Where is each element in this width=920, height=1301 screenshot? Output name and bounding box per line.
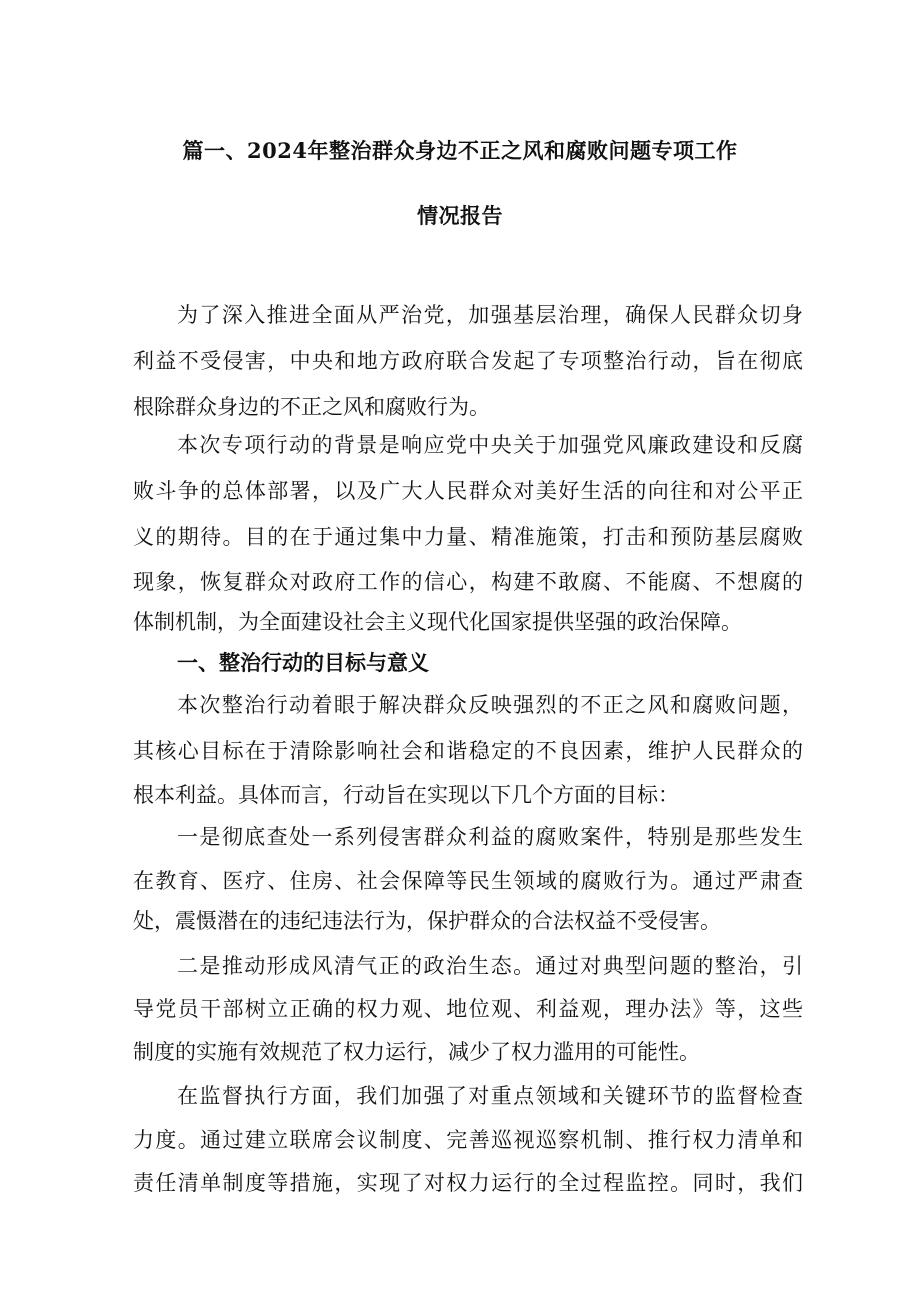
paragraph-line: 义的期待。目的在于通过集中力量、精准施策，打击和预防基层腐败	[133, 525, 803, 549]
paragraph-line: 处，震慑潜在的违纪违法行为，保护群众的合法权益不受侵害。	[133, 909, 721, 933]
paragraph-line: 根本利益。具体而言，行动旨在实现以下几个方面的目标：	[133, 783, 679, 807]
paragraph-line: 责任清单制度等措施，实现了对权力运行的全过程监控。同时，我们	[133, 1171, 803, 1195]
paragraph-line: 在监督执行方面，我们加强了对重点领域和关键环节的监督检查	[177, 1084, 803, 1108]
paragraph-line: 导党员干部树立正确的权力观、地位观、利益观，理办法》等，这些	[133, 997, 803, 1021]
paragraph-line: 一是彻底查处一系列侵害群众利益的腐败案件，特别是那些发生	[177, 825, 803, 849]
paragraph-line: 在教育、医疗、住房、社会保障等民生领域的腐败行为。通过严肃查	[133, 869, 803, 893]
paragraph-line: 败斗争的总体部署，以及广大人民群众对美好生活的向往和对公平正	[133, 479, 803, 503]
paragraph-line: 其核心目标在于清除影响社会和谐稳定的不良因素，维护人民群众的	[133, 739, 803, 763]
paragraph-line: 二是推动形成风清气正的政治生态。通过对典型问题的整治，引	[177, 954, 803, 978]
paragraph-line: 为了深入推进全面从严治党，加强基层治理，确保人民群众切身	[177, 303, 803, 327]
section-heading: 一、整治行动的目标与意义	[177, 650, 429, 675]
paragraph-line: 本次专项行动的背景是响应党中央关于加强党风廉政建设和反腐	[177, 433, 803, 457]
paragraph-line: 现象，恢复群众对政府工作的信心，构建不敢腐、不能腐、不想腐的	[133, 570, 803, 594]
paragraph-line: 本次整治行动着眼于解决群众反映强烈的不正之风和腐败问题，	[177, 693, 803, 717]
paragraph-line: 利益不受侵害，中央和地方政府联合发起了专项整治行动，旨在彻底	[133, 349, 803, 373]
paragraph-line: 根除群众身边的不正之风和腐败行为。	[133, 395, 490, 419]
paragraph-line: 力度。通过建立联席会议制度、完善巡视巡察机制、推行权力清单和	[133, 1128, 803, 1152]
paragraph-line: 体制机制，为全面建设社会主义现代化国家提供坚强的政治保障。	[133, 610, 742, 634]
document-title-line-2: 情况报告	[417, 203, 503, 228]
document-title-line-1: 篇一、2024年整治群众身边不正之风和腐败问题专项工作	[182, 138, 738, 163]
paragraph-line: 制度的实施有效规范了权力运行，减少了权力滥用的可能性。	[133, 1040, 700, 1064]
